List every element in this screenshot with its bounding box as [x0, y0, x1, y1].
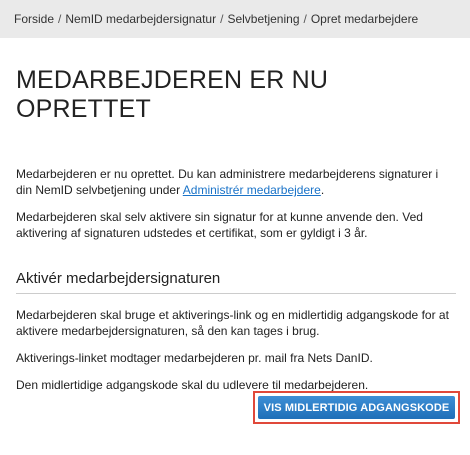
breadcrumb-separator: /	[220, 12, 224, 26]
breadcrumb-nemid-medarbejdersignatur[interactable]: NemID medarbejdersignatur	[65, 12, 217, 26]
main-content	[16, 38, 456, 393]
activation-info-paragraph: Medarbejderen skal selv aktivere sin signatur for at kunne anvende den. Ved aktivering af signaturen udstedes et certifikat, som er gyldigt i 3 år.	[16, 210, 423, 240]
section-heading-activation: Aktivér medarbejdersignaturen	[16, 270, 221, 287]
activation-requirements-paragraph: Medarbejderen skal bruge et aktiverings-link og en midlertidig adgangskode for at aktivere medarbejdersignaturen, så den kan tages i brug.	[16, 308, 449, 338]
temporary-password-paragraph: Den midlertidige adgangskode skal du udlevere til medarbejderen.	[16, 378, 369, 392]
intro-paragraph	[16, 166, 456, 198]
breadcrumb-opret-medarbejdere: Opret medarbejdere	[310, 12, 419, 26]
section-divider	[16, 293, 456, 294]
intro-text-end: .	[320, 183, 325, 197]
page-title-line1: MEDARBEJDEREN ER NU	[16, 66, 329, 94]
breadcrumb-forside[interactable]: Forside	[14, 12, 55, 26]
breadcrumb-selvbetjening[interactable]: Selvbetjening	[227, 12, 300, 26]
intro-text: Medarbejderen er nu oprettet. Du kan administrere medarbejderens signaturer i din NemID selvbetjening under	[16, 167, 439, 197]
breadcrumb-separator: /	[58, 12, 62, 26]
breadcrumb	[0, 0, 470, 38]
breadcrumb-separator: /	[303, 12, 307, 26]
page-title-line2: OPRETTET	[16, 95, 151, 123]
administrer-medarbejdere-link[interactable]: Administrér medarbejdere	[182, 183, 321, 197]
button-highlight-frame	[253, 391, 460, 424]
activation-link-paragraph: Aktiverings-linket modtager medarbejderen pr. mail fra Nets DanID.	[16, 351, 373, 365]
show-temporary-password-button[interactable]: VIS MIDLERTIDIG ADGANGSKODE	[258, 396, 455, 419]
page-title	[16, 66, 456, 124]
